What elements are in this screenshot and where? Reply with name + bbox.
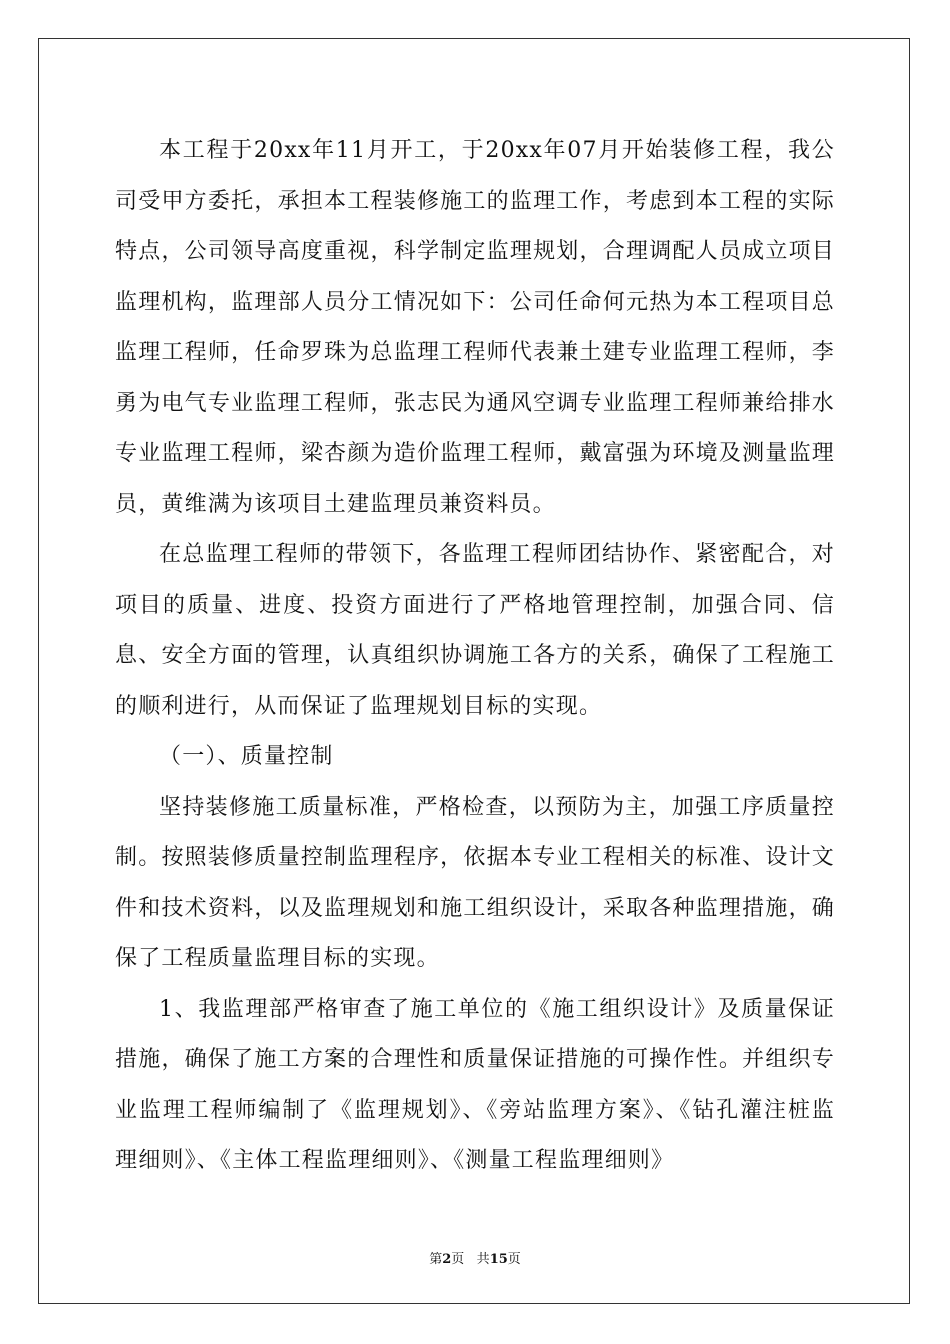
document-body (115, 126, 835, 1187)
paragraph-project-overview: 本工程于20xx年11月开工，于20xx年07月开始装修工程，我公司受甲方委托，承担本工程装修施工的监理工作，考虑到本工程的实际特点，公司领导高度重视，科学制定监理规划，合理调配人员成立项目监理机构，监理部人员分工情况如下：公司任命何元热为本工程项目总监理工程师，任命罗珠为总监理工程师代表兼土建专业监理工程师，李勇为电气专业监理工程师，张志民为通风空调专业监理工程师兼给排水专业监理工程师，梁杏颜为造价监理工程师，戴富强为环境及测量监理员，黄维满为该项目土建监理员兼资料员。 (115, 138, 835, 517)
footer-total-prefix: 共 (476, 1252, 490, 1267)
footer-page-total: 15 (489, 1252, 508, 1267)
paragraph-coordination: 在总监理工程师的带领下，各监理工程师团结协作、紧密配合，对项目的质量、进度、投资方面进行了严格地管理控制，加强合同、信息、安全方面的管理，认真组织协调施工各方的关系，确保了工程施工的顺利进行，从而保证了监理规划目标的实现。 (115, 542, 835, 719)
footer-total-unit: 页 (507, 1252, 521, 1267)
footer-page-prefix: 第 (429, 1252, 443, 1267)
footer-page-unit: 页 (451, 1252, 465, 1267)
section-heading-quality-control: （一）、质量控制 (159, 744, 334, 769)
page-footer (0, 1248, 950, 1267)
footer-page-current: 2 (442, 1252, 452, 1267)
paragraph-review-item-1: 1、我监理部严格审查了施工单位的《施工组织设计》及质量保证措施，确保了施工方案的合理性和质量保证措施的可操作性。并组织专业监理工程师编制了《监理规划》、《旁站监理方案》、《钻孔灌注桩监理细则》、《主体工程监理细则》、《测量工程监理细则》 (115, 996, 835, 1173)
paragraph-quality-standards: 坚持装修施工质量标准，严格检查，以预防为主，加强工序质量控制。按照装修质量控制监理程序，依据本专业工程相关的标准、设计文件和技术资料，以及监理规划和施工组织设计，采取各种监理措施，确保了工程质量监理目标的实现。 (115, 794, 835, 971)
